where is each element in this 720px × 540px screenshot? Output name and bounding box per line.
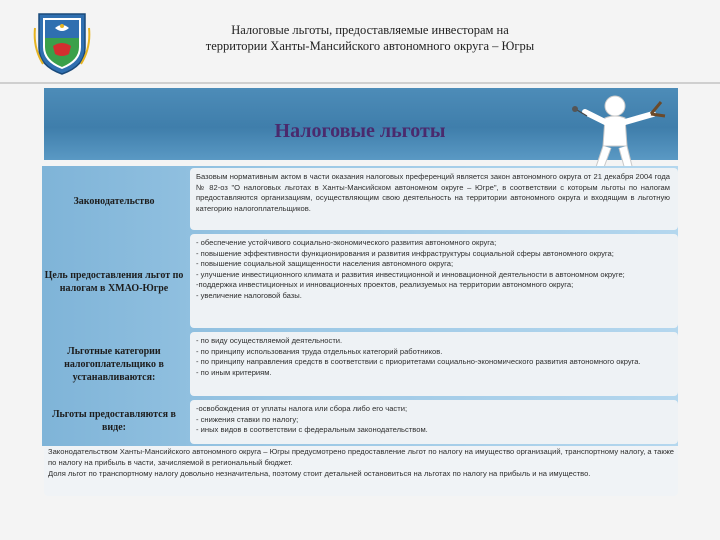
- row-label-legislation: Законодательство: [73, 195, 155, 207]
- row-text: - повышение эффективности функционирования и развития инфраструктуры социальной сферы автономного округа;: [196, 248, 614, 258]
- person-with-slingshot-figure: [555, 92, 677, 174]
- row-text: - по виду осуществляемой деятельности.: [196, 336, 343, 345]
- row-content-categories: [190, 332, 678, 396]
- row-text: - по принципу использования труда отдельных категорий работников.: [196, 346, 443, 356]
- row-text: - снижения ставки по налогу;: [196, 414, 299, 424]
- row-text: -освобождения от уплаты налога или сбора либо его части;: [196, 404, 408, 413]
- row-text: - по принципу направления средств в соответствии с приоритетами социально-экономического развития автономного округа.: [196, 357, 641, 367]
- section-title: Налоговые льготы: [274, 120, 446, 142]
- row-content-purpose: [190, 234, 678, 328]
- summary-text-box: [44, 446, 678, 496]
- page-title-line2: территории Ханты-Мансийского автономного округа – Югры: [205, 39, 535, 53]
- row-content-benefit-types: [190, 400, 678, 444]
- row-text: - повышение социальной защищенности населения автономного округа;: [196, 259, 454, 269]
- row-label-benefit-types: Льготы предоставляются в виде:: [52, 409, 176, 433]
- row-text: - иных видов в соответствии с федеральным законодательством.: [196, 425, 428, 435]
- row-text: - увеличение налоговой базы.: [196, 290, 302, 300]
- coat-of-arms-emblem: [33, 8, 91, 76]
- summary-paragraph: Законодательством Ханты-Мансийского автономного округа – Югры предусмотрено предоставление льгот по налогу на имущество организаций, транспортному налогу, а также по налогу на прибыль в части, зачисляемой в региональный бюджет.: [48, 447, 674, 467]
- header-divider: [0, 82, 720, 84]
- page-title-line1: Налоговые льготы, предоставляемые инвесторам на: [231, 23, 509, 37]
- row-label-purpose: Цель предоставления льгот по налогам в ХМАО-Югре: [44, 270, 184, 294]
- row-text: -поддержка инвестиционных и инновационных проектов, реализуемых на территории автономного округа;: [196, 280, 574, 290]
- summary-paragraph: Доля льгот по транспортному налогу довольно незначительна, поэтому стоит детальней остановиться на льготах по налогу на прибыль и на имущество.: [48, 468, 591, 478]
- row-text: - по иным критериям.: [196, 367, 272, 377]
- row-text: Базовым нормативным актом в части оказания налоговых преференций является закон автономного округа от 21 декабря 2004 года № 82-оз "О налоговых льготах в Ханты-Мансийском автономном округе – Югре", в соответствии с которым льготы по налогам предоставляются организациям, осуществляющим свою деятельность на территории автономного округа и входящим в льготную категорию налогоплательщиков.: [196, 172, 670, 213]
- page-title: [160, 22, 580, 54]
- row-text: - улучшение инвестиционного климата и развития инвестиционной и инновационной деятельности в автономном округе;: [196, 269, 625, 279]
- row-text: - обеспечение устойчивого социально-экономического развития автономного округа;: [196, 238, 497, 247]
- row-content-legislation: [190, 168, 678, 230]
- row-label-categories: Льготные категории налогоплательщико в устанавливаются:: [64, 345, 164, 383]
